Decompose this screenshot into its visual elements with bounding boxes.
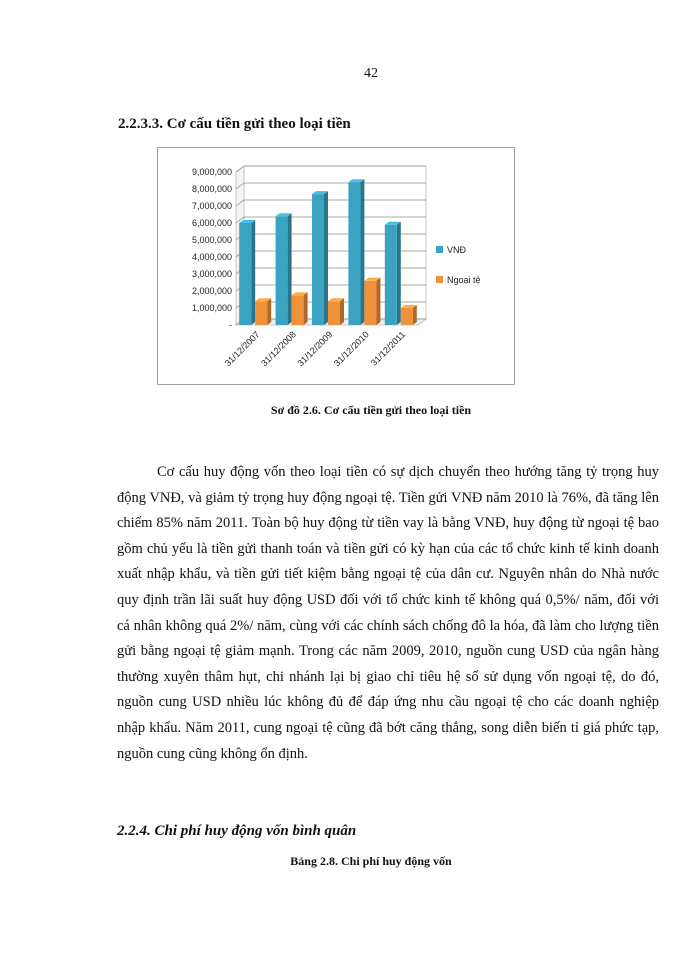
bar bbox=[328, 301, 340, 325]
y-tick-label: 7,000,000 bbox=[191, 201, 232, 211]
bar-side bbox=[324, 191, 328, 325]
section-heading: 2.2.3.3. Cơ cấu tiền gửi theo loại tiền bbox=[118, 116, 351, 132]
bar bbox=[364, 281, 376, 325]
bar-side bbox=[267, 298, 271, 325]
y-tick-label: 4,000,000 bbox=[191, 252, 232, 262]
figure-caption: Sơ đồ 2.6. Cơ cấu tiền gửi theo loại tiền bbox=[270, 403, 472, 417]
legend-swatch bbox=[436, 246, 443, 253]
x-tick-label: 31/12/2009 bbox=[295, 329, 335, 369]
bar bbox=[239, 223, 251, 325]
bar-side bbox=[397, 222, 401, 325]
bar-chart bbox=[158, 148, 516, 386]
bar-side bbox=[304, 292, 308, 325]
y-tick-label: 9,000,000 bbox=[191, 167, 232, 177]
bar bbox=[348, 182, 360, 325]
chart-frame bbox=[157, 147, 515, 385]
bar-side bbox=[376, 278, 380, 325]
bar bbox=[276, 216, 288, 325]
bar bbox=[312, 194, 324, 325]
bar-side bbox=[340, 298, 344, 325]
page-number: 42 bbox=[364, 66, 378, 81]
body-text bbox=[117, 460, 659, 767]
y-tick-label: 2,000,000 bbox=[191, 286, 232, 296]
bar bbox=[401, 308, 413, 325]
bar-side bbox=[288, 213, 292, 325]
x-tick-label: 31/12/2011 bbox=[368, 329, 408, 368]
legend-label: VNĐ bbox=[447, 245, 467, 255]
y-tick-label: - bbox=[229, 320, 232, 330]
x-tick-label: 31/12/2008 bbox=[259, 329, 299, 369]
legend-label: Ngoại tệ bbox=[447, 275, 481, 285]
bar-side bbox=[251, 220, 255, 325]
y-tick-label: 6,000,000 bbox=[191, 218, 232, 228]
bar bbox=[292, 295, 304, 325]
y-tick-label: 1,000,000 bbox=[191, 303, 232, 313]
y-tick-label: 5,000,000 bbox=[191, 235, 232, 245]
bar bbox=[255, 301, 267, 325]
bar bbox=[385, 225, 397, 325]
section-heading-2: 2.2.4. Chi phí huy động vốn bình quân bbox=[117, 823, 357, 839]
y-tick-label: 8,000,000 bbox=[191, 184, 232, 194]
bar-side bbox=[413, 305, 417, 325]
body-paragraph: Cơ cấu huy động vốn theo loại tiền có sự dịch chuyển theo hướng tăng tỷ trọng huy động VNĐ, và giảm tỷ trọng huy động ngoại tệ. Tiền gửi VNĐ năm 2010 là 76%, đã tăng lên chiếm 85% năm 2011. Toàn bộ huy động từ tiền vay là bằng VNĐ, huy động từ ngoại tệ bao gồm chủ yếu là tiền gửi thanh toán và tiền gửi có kỳ hạn của các tổ chức kinh tế kinh doanh xuất nhập khẩu, và tiền gửi tiết kiệm bằng ngoại tệ của dân cư. Nguyên nhân do Nhà nước quy định trần lãi suất huy động USD đối với tổ chức kinh tế không quá 0,5%/ năm, đối với cá nhân không quá 2%/ năm, cùng với các chính sách chống đô la hóa, đã làm cho lượng tiền gửi bằng ngoại tệ giảm mạnh. Trong các năm 2009, 2010, nguồn cung USD của ngân hàng thường xuyên thâm hụt, chi nhánh lại bị giao chỉ tiêu hệ số sử dụng vốn ngoại tệ, do đó, nguồn cung USD nhiều lúc không đủ để đáp ứng nhu cầu ngoại tệ cho các doanh nghiệp nhập khẩu. Năm 2011, cung ngoại tệ cũng đã bớt căng thẳng, song diễn biến tỉ giá phức tạp, nguồn cung cũng không ổn định. bbox=[117, 464, 659, 762]
x-tick-label: 31/12/2010 bbox=[331, 329, 371, 369]
legend-swatch bbox=[436, 276, 443, 283]
y-tick-label: 3,000,000 bbox=[191, 269, 232, 279]
bar-side bbox=[360, 179, 364, 325]
table-caption: Bảng 2.8. Chi phí huy động vốn bbox=[290, 854, 452, 868]
x-tick-label: 31/12/2007 bbox=[222, 329, 262, 369]
